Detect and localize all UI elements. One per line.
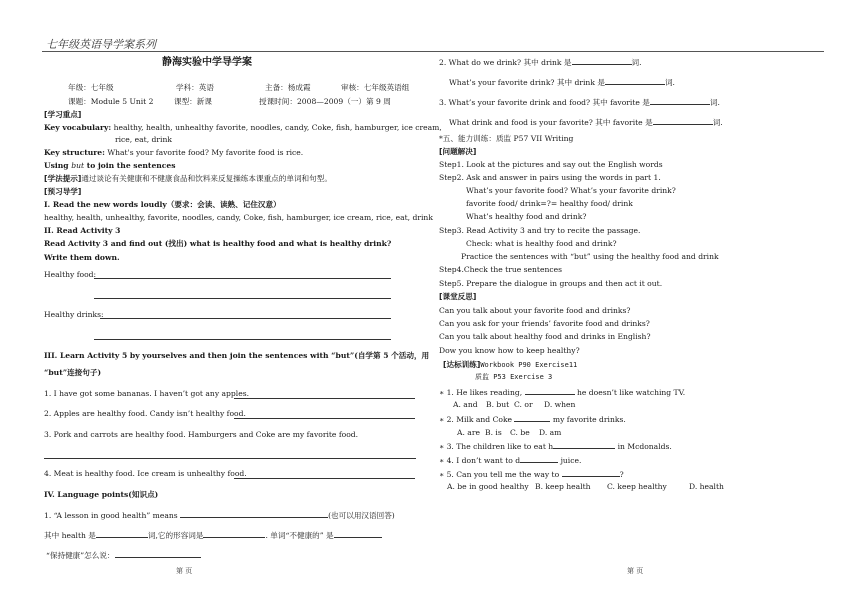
ex4-blank[interactable]: [520, 456, 558, 463]
ex2-option-d[interactable]: D. am: [539, 428, 562, 437]
meta-grade: 年级：七年级: [68, 83, 114, 92]
lp2-blank-1[interactable]: [96, 531, 148, 538]
meta-time: 授课时间：2008—2009（一）第 9 周: [259, 97, 391, 106]
sentence-2: 2. Apples are healthy food. Candy isn’t healthy food.: [44, 409, 246, 418]
meta-subject: 学科：英语: [176, 83, 214, 92]
ex5-text: ∗ 5. Can you tell me the way to: [439, 470, 560, 479]
q3b-text: What drink and food is your favorite? 其中 favorite 是: [449, 118, 653, 127]
exercise-1: [439, 388, 685, 397]
sentence-2-answer[interactable]: [234, 418, 415, 419]
exercise-5: [439, 470, 624, 479]
exercise-5-options: [447, 483, 724, 491]
step-2-line-2: favorite food/ drink=?= healthy food/ drink: [466, 199, 633, 208]
lp3-text: “保持健康”怎么说：: [46, 551, 115, 560]
q2a-blank[interactable]: [572, 58, 632, 65]
sentence-1: 1. I have got some bananas. I haven’t got any apples.: [44, 389, 250, 398]
vocab-line-2: rice, eat, drink: [115, 135, 172, 144]
question-3a: [439, 98, 720, 107]
sentence-3: 3. Pork and carrots are healthy food. Hamburgers and Coke are my favorite food.: [44, 430, 359, 439]
lp2-blank-3[interactable]: [334, 531, 382, 538]
series-title: 七年级英语导学案系列: [46, 38, 156, 51]
q2b-tail: 词.: [664, 78, 675, 87]
ex1-option-d[interactable]: D. when: [544, 400, 576, 409]
step-2: Step2. Ask and answer in pairs using the words in part 1.: [439, 173, 661, 182]
part2-question-2: Write them down.: [44, 253, 120, 262]
sentence-3-answer[interactable]: [44, 458, 416, 459]
ex5-tail: ?: [619, 470, 624, 479]
part2-question-1: Read Activity 3 and find out (找出) what is healthy food and what is healthy drink?: [44, 239, 392, 248]
header-rule: [42, 51, 824, 52]
tip-line: [44, 175, 332, 183]
exercise-1-options: [453, 401, 575, 409]
section-preview: [预习导学]: [44, 187, 82, 196]
ex3-text: ∗ 3. The children like to eat h: [439, 442, 554, 451]
step-2-line-1: What’s your favorite food? What’s your favorite drink?: [466, 186, 676, 195]
healthy-drinks-answer-line[interactable]: [100, 318, 391, 319]
step-4: Step4.Check the true sentences: [439, 265, 563, 274]
meta-author: 主备：杨成霞: [265, 83, 311, 92]
q3a-tail: 词.: [709, 98, 720, 107]
part1-title: I. Read the new words loudly（要求：会读、读熟、记住汉意）: [44, 200, 281, 209]
q3b-blank[interactable]: [653, 118, 713, 125]
using-but-line: [44, 162, 176, 170]
page-number-right: 第 页: [627, 567, 644, 575]
step-3: Step3. Read Activity 3 and try to recite the passage.: [439, 226, 641, 235]
lp1-blank[interactable]: [180, 511, 328, 518]
ex2-tail: my favorite drinks.: [552, 415, 626, 424]
reflect-2: Can you ask for your friends’ favorite food and drinks?: [439, 319, 650, 328]
exercise-2-options: [457, 429, 561, 437]
step-2-line-3: What’s healthy food and drink?: [466, 212, 587, 221]
sentence-4-answer[interactable]: [234, 478, 415, 479]
sentence-1-answer[interactable]: [234, 398, 415, 399]
tip-text: 通过谈论有关健康和不健康食品和饮料来反复操练本课重点的单词和句型。: [81, 174, 332, 183]
ex3-tail: in Mcdonalds.: [617, 442, 672, 451]
healthy-drinks-answer-line-2[interactable]: [94, 339, 391, 340]
healthy-food-label: Healthy food:: [44, 270, 97, 279]
ex2-option-b[interactable]: B. is: [485, 428, 502, 437]
q3a-blank[interactable]: [650, 98, 710, 105]
step-1: Step1. Look at the pictures and say out the English words: [439, 160, 663, 169]
part2-title: II. Read Activity 3: [44, 226, 121, 235]
q3b-tail: 词.: [712, 118, 723, 127]
exercise-3: [439, 442, 672, 451]
ability-training: *五、能力训练：质监 P57 VII Writing: [439, 134, 574, 143]
structure-text: What's your favorite food? My favorite food is rice.: [104, 148, 304, 157]
question-2b: [449, 78, 675, 87]
reflect-1: Can you talk about your favorite food and drinks?: [439, 306, 631, 315]
meta-reviewer: 审核：七年级英语组: [341, 83, 410, 92]
using-pre: Using: [44, 161, 72, 170]
ex5-blank[interactable]: [562, 470, 620, 477]
step-3-line-2: Practice the sentences with “but” using the healthy food and drink: [461, 252, 719, 261]
step-5: Step5. Prepare the dialogue in groups and then act it out.: [439, 279, 663, 288]
part4-title: IV. Language points(知识点): [44, 490, 159, 499]
sentence-4: 4. Meat is healthy food. Ice cream is unhealthy food.: [44, 469, 247, 478]
meta-row-2: [68, 98, 391, 106]
exercise-4: [439, 456, 581, 465]
question-3b: [449, 118, 723, 127]
reflect-4: Dow you know how to keep healthy?: [439, 346, 580, 355]
ex3-blank[interactable]: [553, 442, 615, 449]
document-title: 静海实验中学导学案: [162, 57, 252, 68]
ex2-text: ∗ 2. Milk and Coke: [439, 415, 513, 424]
ex2-option-c[interactable]: C. be: [510, 428, 530, 437]
target-label: [达标训练]: [443, 360, 481, 369]
q2b-blank[interactable]: [605, 78, 665, 85]
ex1-option-b[interactable]: B. but: [486, 400, 510, 409]
ex5-option-d[interactable]: D. health: [689, 482, 724, 491]
language-point-3: [46, 551, 201, 560]
section-reflect: [课堂反思]: [439, 292, 477, 301]
ex1-option-c[interactable]: C. or: [514, 400, 533, 409]
meta-topic: 课题：Module 5 Unit 2: [68, 97, 154, 106]
meta-type: 课型：新课: [174, 97, 212, 106]
healthy-food-answer-line[interactable]: [94, 278, 391, 279]
ex4-tail: juice.: [560, 456, 582, 465]
question-2a: [439, 58, 642, 67]
section-solve: [问题解决]: [439, 147, 477, 156]
language-point-2: [44, 531, 382, 540]
vocab-line: [44, 124, 442, 132]
using-but: but: [71, 161, 85, 170]
ex5-option-b[interactable]: B. keep health: [535, 482, 591, 491]
exercise-2: [439, 415, 626, 424]
ex5-option-a[interactable]: A. be in good healthy: [447, 482, 529, 491]
vocab-label: Key vocabulary:: [44, 123, 112, 132]
ex1-blank[interactable]: [525, 388, 575, 395]
healthy-drinks-label: Healthy drinks:: [44, 310, 104, 319]
ex1-text: ∗ 1. He likes reading,: [439, 388, 523, 397]
lp2-b: 词,它的形容词是: [147, 531, 204, 540]
lp1-tail: (也可以用汉语回答): [328, 511, 395, 520]
part3-title-2: “but”连接句子): [44, 368, 102, 377]
language-point-1: [44, 511, 395, 520]
q2b-text: What’s your favorite drink? 其中 drink 是: [449, 78, 605, 87]
ex5-option-c[interactable]: C. keep healthy: [607, 482, 667, 491]
q2a-text: 2. What do we drink? 其中 drink 是: [439, 58, 572, 67]
lp3-blank[interactable]: [115, 551, 201, 558]
structure-label: Key structure:: [44, 148, 105, 157]
q2a-tail: 词.: [631, 58, 642, 67]
lp1-text: 1. “A lesson in good health” means: [44, 511, 178, 520]
ex4-text: ∗ 4. I don’t want to d: [439, 456, 521, 465]
structure-line: [44, 149, 303, 157]
reflect-3: Can you talk about healthy food and drinks in English?: [439, 332, 651, 341]
ex1-option-a[interactable]: A. and: [453, 400, 478, 409]
ex1-tail: he doesn’t like watching TV.: [576, 388, 686, 397]
lp2-blank-2[interactable]: [203, 531, 265, 538]
target-line: [443, 361, 577, 369]
ex2-blank[interactable]: [514, 415, 550, 422]
q3a-text: 3. What’s your favorite drink and food? 其中 favorite 是: [439, 98, 650, 107]
part3-title: III. Learn Activity 5 by yourselves and then join the sentences with “but”(自学第 5 个活动，用: [44, 351, 430, 360]
tip-label: [学法提示]: [44, 174, 82, 183]
part1-words: healthy, health, unhealthy, favorite, noodles, candy, Coke, fish, hamburger, ice cream, rice, eat, drink: [44, 213, 433, 222]
healthy-food-answer-line-2[interactable]: [94, 298, 391, 299]
lp2-c: . 单词“不健康的” 是: [265, 531, 334, 540]
ex2-option-a[interactable]: A. are: [457, 428, 480, 437]
target-line-2: 质监 P53 Exercise 3: [475, 373, 553, 381]
lp2-a: 其中 health 是: [44, 531, 96, 540]
step-3-line-1: Check: what is healthy food and drink?: [466, 239, 617, 248]
section-focus: [学习重点]: [44, 110, 82, 119]
using-post: to join the sentences: [84, 161, 176, 170]
target-text: Workbook P90 Exercise11: [480, 361, 578, 369]
vocab-text: healthy, health, unhealthy favorite, noodles, candy, Coke, fish, hamburger, ice cream,: [111, 123, 442, 132]
meta-row-1: [68, 84, 409, 92]
page-number-left: 第 页: [176, 567, 193, 575]
